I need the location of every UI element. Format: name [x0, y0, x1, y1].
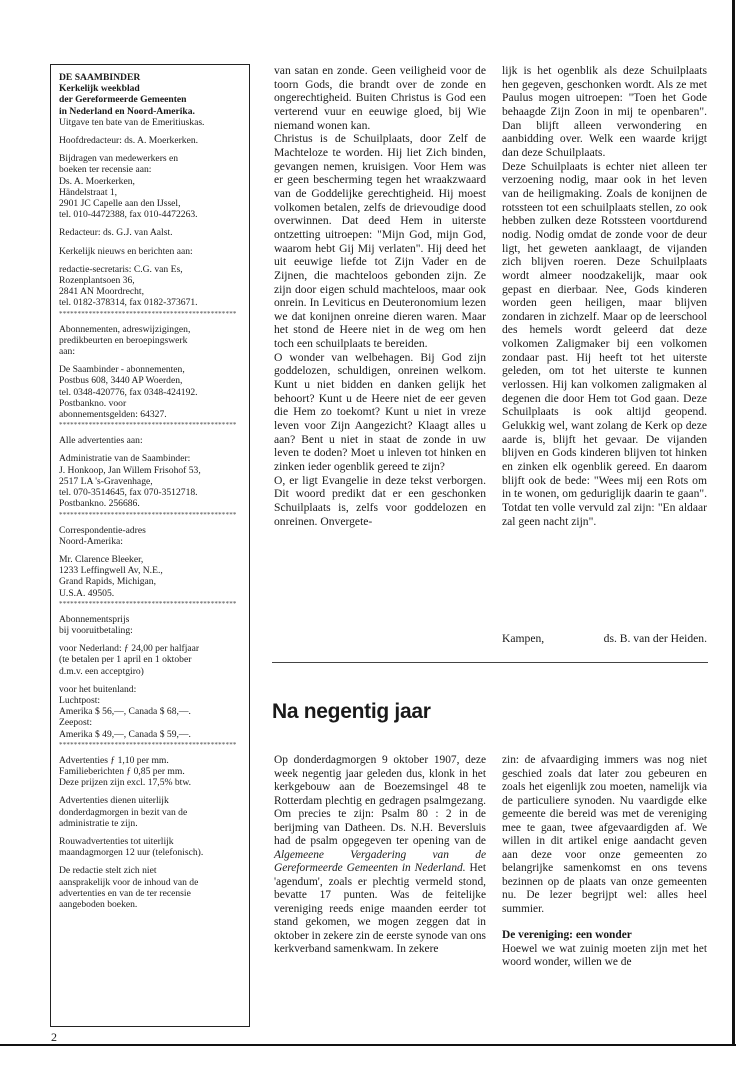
separator: ************************************************: [59, 421, 237, 430]
colophon-tagline: Uitgave ten bate van de Emeritiuskas.: [59, 116, 205, 128]
price-netherlands: voor Nederland: ƒ 24,00 per halfjaar (te betalen per 1 april en 1 oktober d.m.v. een acceptgiro): [59, 643, 200, 677]
paragraph: van satan en zonde. Geen veiligheid voor de toorn Gods, die brandt over de zonde en ongerechtigheid. Buiten Christus is God een verterend vuur en eeuwige gloed, bij Wie niemand wonen kan.: [274, 64, 486, 132]
separator: ************************************************: [59, 510, 237, 519]
article-headline: Na negentig jaar: [272, 700, 431, 723]
subheading: De vereniging: een wonder: [502, 929, 632, 941]
correspondence-address: Mr. Clarence Bleeker, 1233 Leffingwell Av, N.E., Grand Rapids, Michigan, U.S.A. 49505.: [59, 553, 163, 599]
paragraph: zin: de afvaardiging immers was nog niet geschied zoals dat later zou gebeuren en zoals het eigenlijk zou moeten, namelijk via de particuliere synoden. Nu vaardigde elke gemeente die bereid was met de vereniging mee te gaan, twee afgevaardigden af. We willen in dit artikel enige aandacht geven aan deze voor onze gemeenten zo belangrijke samenkomst en ons tevens bezinnen op de plaats van onze gemeenten nu. De lezer begrijpt wel: alles heel summier.: [502, 754, 707, 915]
italic-name: Algemeene Vergadering van de Gereformeerde Gemeenten in Nederland.: [274, 848, 486, 874]
paragraph: Op donderdagmorgen 9 oktober 1907, deze week negentig jaar geleden dus, klonk in het kerkgebouw aan de Boezemsingel 48 te Rotterdam plechtig en gedragen psalmgezang. Om precies te zijn: Psalm 80 : 2 in de berijming van Datheen. Ds. N.H. Beversluis had de psalm opgegeven ter opening van de Algemeene Vergadering van de Gereformeerde Gemeenten in Nederland. Het 'agendum', zoals er plechtig vermeld stond, bevatte 17 punten. Was de feitelijke vereniging reeds enige maanden eerder tot stand gekomen, we mogen zeggen dat in oktober in zekere zin de eerste synode van ons kerkverband samenkwam. In zekere: [274, 754, 487, 955]
subscriptions-address: De Saambinder - abonnementen, Postbus 608, 3440 AP Woerden, tel. 0348-420776, fax 0348-424192. Postbankno. voor abonnementsgelden: 64327.: [59, 364, 198, 421]
signature-place: Kampen,: [502, 632, 545, 645]
separator: ************************************************: [59, 309, 237, 318]
correspondence-heading: Correspondentie-adres Noord-Amerika:: [59, 524, 146, 547]
paragraph: Christus is de Schuilplaats, door Zelf de Machteloze te worden. Hij liet Zich binden, gevangen nemen, kruisigen. Voor Hem was er geen bescherming tegen het wraakzwaard van de Goddelijke gerechtigheid. Hij moest volkomen betalen, zelfs de drievoudige dood overwinnen. Dat deed Hem in uiterste ontzetting uitroepen: "Mijn God, mijn God, waarom hebt Gij Mij verlaten". Hij deed het uit eeuwige liefde tot Zijn Vader en de Zijnen, die machteloos gebonden zijn. Ze zijn door eigen schuld machteloos, maar ook onrein. In Leviticus en Deuteronomium lezen we dat konijnen onreine dieren waren. Maar het stond de Heere niet in de weg om hen toch een schuilplaats te bereiden.: [274, 132, 486, 351]
page-border-bottom: [0, 1044, 736, 1046]
divider: [272, 662, 708, 663]
article2-column1: [274, 754, 486, 957]
paragraph: O, er ligt Evangelie in deze tekst verborgen. Dit woord predikt dat er een geschonken Schuilplaats is, zelfs voor goddelozen en onreinen. Onvergete-: [274, 473, 486, 528]
ads-address: Administratie van de Saambinder: J. Honkoop, Jan Willem Frisohof 53, 2517 LA 's-Gravenhage, tel. 070-3514645, fax 070-3512718. Postbankno. 256686.: [59, 453, 201, 510]
separator: ************************************************: [59, 599, 237, 608]
editor-in-chief: Hoofdredacteur: ds. A. Moerkerken.: [59, 135, 199, 147]
subscriptions-heading: Abonnementen, adreswijzigingen, predikbeurten en beroepingswerk aan:: [59, 323, 191, 358]
article1-column1: [274, 64, 486, 528]
signature-author: ds. B. van der Heiden.: [603, 632, 707, 645]
church-news-heading: Kerkelijk nieuws en berichten aan:: [59, 245, 193, 257]
price-heading: Abonnementsprijs bij vooruitbetaling:: [59, 613, 133, 636]
colophon-box: [50, 64, 250, 1027]
mourning-ads: Rouwadvertenties tot uiterlijk maandagmorgen 12 uur (telefonisch).: [59, 835, 204, 859]
disclaimer: De redactie stelt zich niet aansprakelijk voor de inhoud van de advertenties en van de ter recensie aangeboden boeken.: [59, 865, 199, 910]
paragraph: lijk is het ogenblik als deze Schuilplaats hen gegeven, geschonken wordt. Als ze met Paulus mogen uitroepen: "Toen het Gode behaagde Zijn Zoon in mij te openbaren". Dan blijft alleen verwondering en aanbidding over. Welk een waarde krijgt dan deze Schuilplaats.: [502, 64, 707, 159]
ad-rates: Advertenties ƒ 1,10 per mm. Familieberichten ƒ 0,85 per mm. Deze prijzen zijn excl. 17,5% btw.: [59, 754, 192, 789]
secretariat-address: redactie-secretaris: C.G. van Es, Rozenplantsoen 36, 2841 AN Moordrecht, tel. 0182-378314, fax 0182-373671.: [59, 263, 198, 309]
paragraph: Deze Schuilplaats is echter niet alleen ter verzoening nodig, maar ook in het leven van de heiligmaking. Zoals de konijnen de rotssteen tot een schuilplaats stellen, zo ook hebben zulken deze Rotssteen voortdurend nodig. Nodig omdat de zonde voor de deur ligt, het geweten aanklaagt, de vijanden zich blijven roeren. Deze Schuilplaats wordt almeer noodzakelijk, maar ook gepast en dierbaar. Nee, Gods kinderen worden geen heiligen, maar blijven zondaren in zichzelf. Maar op de leerschool des hemels wordt geleerd dat deze volkomen Zaligmaker bij een volkomen zondaar past. Hij heeft tot het uiterste geleden, om tot het uiterste te kunnen verlossen. Hij kan volkomen zaligmaken al degenen die door Hem tot God gaan. Deze Schuilplaats is ook altijd geopend. Gelukkig wel, want zolang de Kerk op deze aarde is, blijft het gevaar. De vijanden blijven en Gods kinderen blijven tot hinken en zinken elk ogenblik gereed. En daarom blijft ook de bede: "Wees mij een Rots om in te wonen, om geduriglijk daarin te gaan". Totdat ten volle vervuld zal zijn: "En aldaar zal geen nacht zijn".: [502, 159, 707, 528]
price-abroad: voor het buitenland: Luchtpost: Amerika $ 56,—, Canada $ 68,—. Zeepost: Amerika $ 49,—, Canada $ 59,—.: [59, 683, 191, 740]
page-number: 2: [51, 1030, 57, 1044]
paragraph: O wonder van welbehagen. Bij God zijn goddelozen, schuldigen, onreinen welkom. Kunt u niet bidden en danken gelijk het behoort? Kunt u de Heere niet de eer geven die Hem zo toekomt? Kunt u niet in vreze leven voor Zijn Aangezicht? Klaagt alles u aan? Bent u niet in staat de zonde in uw leven te doden? Moet u inleven tot hinken en zinken ieder ogenblik gereed te zijn?: [274, 350, 486, 474]
colophon-title: DE SAAMBINDER Kerkelijk weekblad der Gereformeerde Gemeenten in Nederland en Noord-Amerika. Uitgave ten bate van de Emeritiuskas.: [59, 72, 205, 128]
ads-heading: Alle advertenties aan:: [59, 435, 143, 447]
ad-deadline: Advertenties dienen uiterlijk donderdagmorgen in bezit van de administratie te zijn.: [59, 795, 188, 829]
editor: Redacteur: ds. G.J. van Aalst.: [59, 227, 173, 239]
article2-column2: [502, 754, 707, 970]
page-border-right: [732, 0, 735, 1046]
separator: ************************************************: [59, 740, 237, 749]
paragraph: Hoewel we wat zuinig moeten zijn met het woord wonder, willen we de: [502, 942, 707, 968]
article1-column2: [502, 64, 707, 528]
contributions-address: Bijdragen van medewerkers en boeken ter recensie aan: Ds. A. Moerkerken, Händelstraat 1, 2901 JC Capelle aan den IJssel, tel. 010-4472388, fax 010-4472263.: [59, 153, 198, 221]
